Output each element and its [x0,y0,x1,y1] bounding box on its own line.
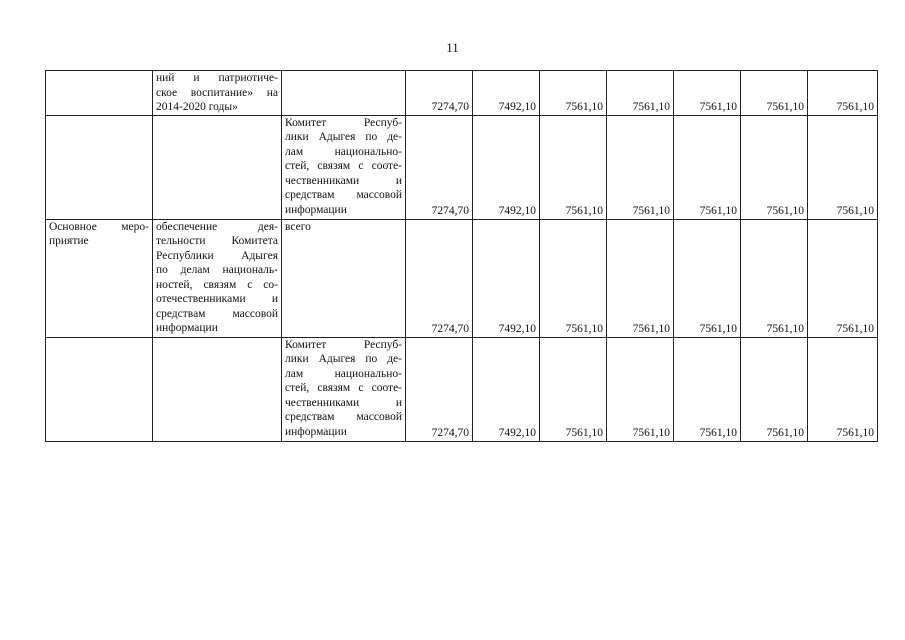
value-cell: 7561,10 [607,71,674,116]
value-cell: 7492,10 [473,71,540,116]
value-cell: 7561,10 [741,115,808,219]
value-cell: 7561,10 [607,337,674,441]
cell-text-line: информации [156,322,218,334]
value-cell: 7561,10 [674,219,741,337]
value-cell: 7274,70 [406,71,473,116]
cell-text-line: информации [285,425,347,438]
executor-cell [282,115,406,219]
value-cell: 7274,70 [406,219,473,337]
value-cell: 7492,10 [473,219,540,337]
cell-text-line: Комитет Респуб- [285,116,402,129]
cell-text-line: ское воспитание» на [156,86,278,99]
program-name-cell [153,115,282,219]
cell-text-line: чественниками и [285,396,402,409]
value-cell: 7561,10 [741,71,808,116]
cell-text-line: лики Адыгея по де- [285,353,402,365]
value-cell: 7561,10 [540,219,607,337]
cell-text-line: ностей, связям с со- [156,278,278,291]
value-cell: 7492,10 [473,337,540,441]
cell-text-line: обеспечение дея- [156,220,278,233]
status-cell [46,71,153,116]
cell-text-line: лам национально- [285,145,402,158]
cell-text-line: лам национально- [285,367,402,380]
cell-text-line: по делам националь- [156,264,278,276]
value-cell: 7561,10 [808,71,878,116]
value-cell: 7561,10 [540,71,607,116]
program-name-cell [153,337,282,441]
cell-text-line: тельности Комитета [156,235,278,247]
cell-text-line: средствам массовой [285,411,402,423]
program-name-cell [153,219,282,337]
value-cell: 7492,10 [473,115,540,219]
table-row [46,219,878,337]
value-cell: 7274,70 [406,337,473,441]
cell-text-line: Основное меро- [49,220,149,233]
value-cell: 7561,10 [674,337,741,441]
cell-text-line: лики Адыгея по де- [285,131,402,143]
program-name-cell [153,71,282,116]
budget-table [45,70,878,442]
cell-text-line: средствам массовой [156,307,278,320]
table-row [46,337,878,441]
value-cell: 7561,10 [607,219,674,337]
cell-text-line: приятие [49,235,89,247]
status-cell [46,219,153,337]
value-cell: 7561,10 [674,115,741,219]
value-cell: 7561,10 [607,115,674,219]
executor-cell [282,71,406,116]
status-cell [46,337,153,441]
cell-text-line: средствам массовой [285,189,402,201]
value-cell: 7561,10 [674,71,741,116]
table-row [46,71,878,116]
value-cell: 7561,10 [741,337,808,441]
cell-text-line: чественниками и [285,174,402,187]
cell-text-line: всего [285,220,311,233]
cell-text-line: стей, связям с соотe- [285,382,402,394]
table-row [46,115,878,219]
cell-text-line: Республики Адыгея [156,249,278,262]
value-cell: 7561,10 [540,115,607,219]
table-body [46,71,878,442]
value-cell: 7561,10 [540,337,607,441]
executor-cell [282,337,406,441]
value-cell: 7561,10 [808,115,878,219]
cell-text-line: информации [285,203,347,216]
cell-text-line: Комитет Респуб- [285,338,402,351]
cell-text-line: отечественниками и [156,293,278,305]
value-cell: 7561,10 [808,219,878,337]
cell-text-line: ний и патриотиче- [156,72,278,84]
cell-text-line: стей, связям с соотe- [285,160,402,172]
executor-cell [282,219,406,337]
value-cell: 7561,10 [741,219,808,337]
value-cell: 7561,10 [808,337,878,441]
cell-text-line: 2014-2020 годы» [156,101,238,113]
page-number: 11 [446,40,459,55]
status-cell [46,115,153,219]
value-cell: 7274,70 [406,115,473,219]
